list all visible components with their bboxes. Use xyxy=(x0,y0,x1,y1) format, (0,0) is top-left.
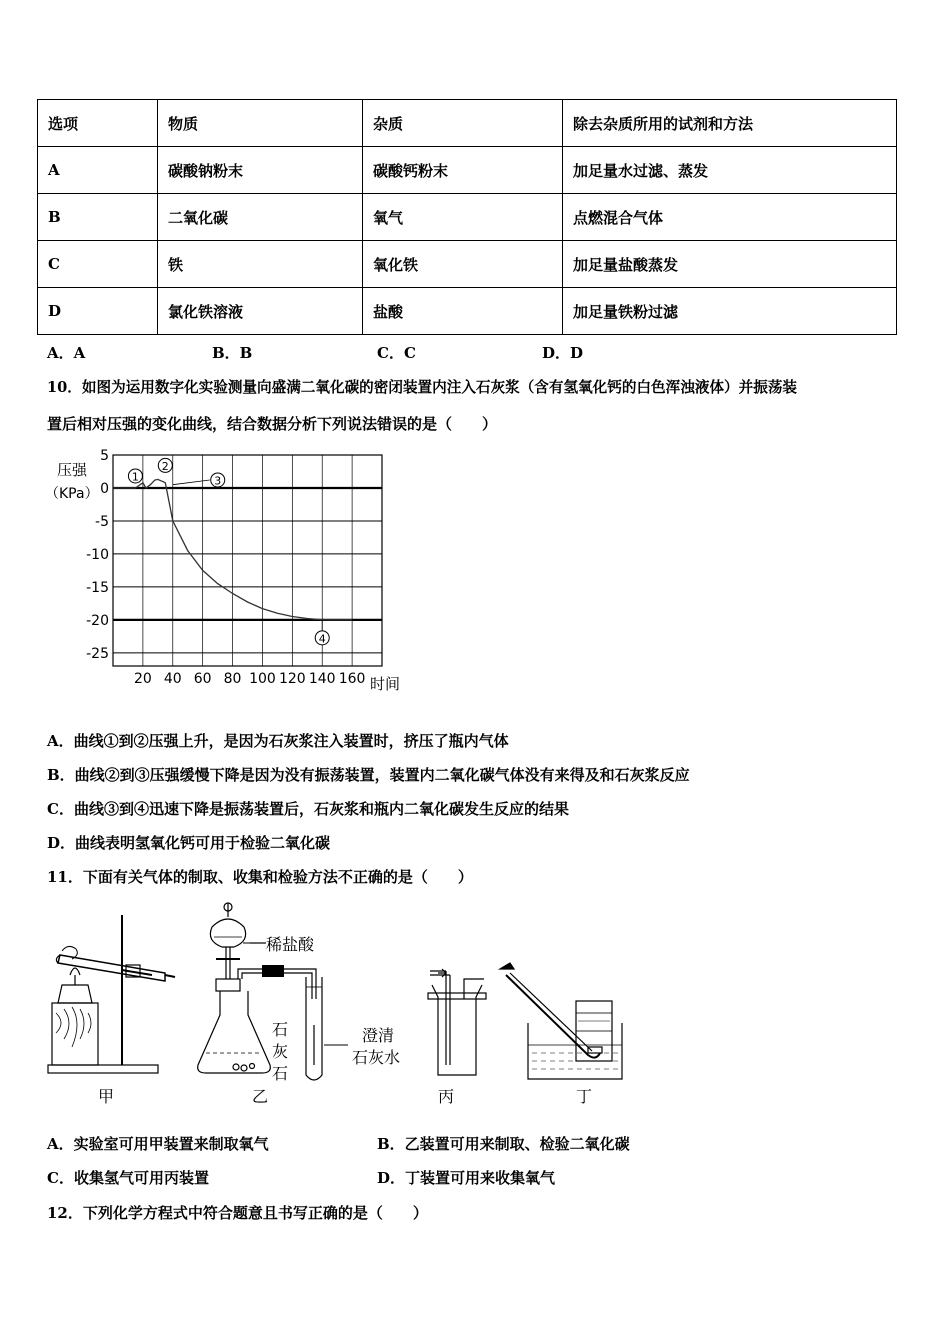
table-cell: 点燃混合气体 xyxy=(563,194,897,241)
table-cell: 氧化铁 xyxy=(363,241,563,288)
table-row xyxy=(38,194,897,241)
q10-text-line2: 置后相对压强的变化曲线，结合数据分析下列说法错误的是（ ） xyxy=(47,415,498,433)
y-tick-label: -10 xyxy=(86,546,109,563)
pressure-chart xyxy=(40,445,420,695)
curve-marker-label: 2 xyxy=(161,459,169,473)
q9-choice-b[interactable]: B．B xyxy=(212,344,253,362)
chart-frame xyxy=(113,455,382,666)
apparatus-jia xyxy=(48,915,175,1073)
stopper xyxy=(216,979,240,991)
table-cell: 氯化铁溶液 xyxy=(158,288,363,335)
separatory-funnel xyxy=(210,919,245,947)
x-tick-label: 100 xyxy=(249,671,276,687)
table-cell: 盐酸 xyxy=(363,288,563,335)
marker-connector xyxy=(173,480,210,485)
label-limestone-1: 石 xyxy=(272,1020,289,1039)
water-trough xyxy=(528,1023,622,1079)
x-tick-label: 60 xyxy=(193,671,212,687)
y-tick-label: -25 xyxy=(86,645,109,662)
q11-option-a[interactable]: A．实验室可用甲装置来制取氧气 xyxy=(47,1135,269,1153)
table-cell: 加足量盐酸蒸发 xyxy=(563,241,897,288)
y-tick-label: -15 xyxy=(86,579,109,596)
x-axis-ticks xyxy=(134,671,366,687)
stand-base xyxy=(48,1065,158,1073)
apparatus-label-bing: 丙 xyxy=(438,1087,455,1106)
apparatus-bing xyxy=(428,969,486,1075)
q10-text-line1: 10．如图为运用数字化实验测量向盛满二氧化碳的密闭装置内注入石灰浆（含有氢氧化钙的白色浑浊液体）并振荡装 xyxy=(47,379,798,396)
table-cell: 铁 xyxy=(158,241,363,288)
q10-option-b[interactable]: B．曲线②到③压强缓慢下降是因为没有振荡装置，装置内二氧化碳气体没有来得及和石灰浆反应 xyxy=(47,766,690,784)
table-cell: 加足量水过滤、蒸发 xyxy=(563,147,897,194)
y-tick-label: 0 xyxy=(100,480,109,497)
curve-marker-label: 1 xyxy=(131,470,139,484)
table-header-cell: 除去杂质所用的试剂和方法 xyxy=(563,100,897,147)
q10-option-c[interactable]: C．曲线③到④迅速下降是振荡装置后，石灰浆和瓶内二氧化碳发生反应的结果 xyxy=(47,800,569,818)
apparatus-label-yi: 乙 xyxy=(252,1087,269,1106)
x-tick-label: 80 xyxy=(223,671,242,687)
table-cell: A xyxy=(38,147,158,194)
table-header-cell: 杂质 xyxy=(363,100,563,147)
q9-choice-a[interactable]: A．A xyxy=(47,344,86,362)
label-limestone-2: 灰 xyxy=(272,1042,289,1061)
rubber-tube xyxy=(262,965,284,977)
apparatus-ding xyxy=(500,963,622,1079)
q12-text: 12．下列化学方程式中符合题意且书写正确的是（ ） xyxy=(47,1204,428,1222)
table-cell: B xyxy=(38,194,158,241)
y-tick-label: 5 xyxy=(100,448,109,464)
table-row xyxy=(38,288,897,335)
q9-choice-c[interactable]: C．C xyxy=(377,344,416,362)
table-header-cell: 选项 xyxy=(38,100,158,147)
flame xyxy=(70,968,80,975)
apparatus-label-jia: 甲 xyxy=(98,1087,115,1106)
table-row xyxy=(38,147,897,194)
table-header-cell: 物质 xyxy=(158,100,363,147)
q11-option-b[interactable]: B．乙装置可用来制取、检验二氧化碳 xyxy=(377,1135,630,1153)
table-row xyxy=(38,241,897,288)
table-header-row xyxy=(38,100,897,147)
table-cell: 二氧化碳 xyxy=(158,194,363,241)
x-tick-label: 140 xyxy=(308,671,336,687)
apparatus-label-ding: 丁 xyxy=(576,1087,593,1106)
y-axis-label: 压强 xyxy=(57,461,88,479)
q10-option-d[interactable]: D．曲线表明氢氧化钙可用于检验二氧化碳 xyxy=(47,834,331,852)
alcohol-lamp xyxy=(58,985,92,1003)
x-tick-label: 40 xyxy=(163,671,182,687)
label-limewater-1: 澄清 xyxy=(362,1026,395,1045)
label-limestone-3: 石 xyxy=(272,1064,289,1083)
conical-flask xyxy=(198,991,271,1073)
table-cell: 碳酸钙粉末 xyxy=(363,147,563,194)
q11-option-c[interactable]: C．收集氢气可用丙装置 xyxy=(47,1169,209,1187)
q11-text: 11．下面有关气体的制取、收集和检验方法不正确的是（ ） xyxy=(47,868,473,886)
table-cell: 氧气 xyxy=(363,194,563,241)
apparatus-yi xyxy=(198,903,322,1080)
table-cell: 碳酸钠粉末 xyxy=(158,147,363,194)
y-axis-unit: （KPa） xyxy=(45,486,99,502)
table-cell: C xyxy=(38,241,158,288)
chart-grid xyxy=(113,455,382,666)
q9-choice-d[interactable]: D．D xyxy=(542,344,584,362)
x-tick-label: 20 xyxy=(133,671,152,687)
y-axis-ticks xyxy=(86,448,109,662)
q11-apparatus-figure xyxy=(40,895,660,1115)
label-hcl: 稀盐酸 xyxy=(266,935,315,954)
y-tick-label: -20 xyxy=(86,612,109,629)
curve-marker-label: 4 xyxy=(318,632,326,646)
table-cell: D xyxy=(38,288,158,335)
label-limewater-2: 石灰水 xyxy=(352,1048,401,1067)
x-axis-label: 时间 xyxy=(370,675,401,693)
table-cell: 加足量铁粉过滤 xyxy=(563,288,897,335)
y-tick-label: -5 xyxy=(95,513,109,530)
q10-option-a[interactable]: A．曲线①到②压强上升，是因为石灰浆注入装置时，挤压了瓶内气体 xyxy=(47,732,509,750)
q9-table xyxy=(37,99,897,335)
curve-marker-label: 3 xyxy=(214,474,222,488)
q11-option-d[interactable]: D．丁装置可用来收集氧气 xyxy=(377,1169,556,1187)
x-tick-label: 120 xyxy=(278,671,306,687)
x-tick-label: 160 xyxy=(338,671,366,687)
